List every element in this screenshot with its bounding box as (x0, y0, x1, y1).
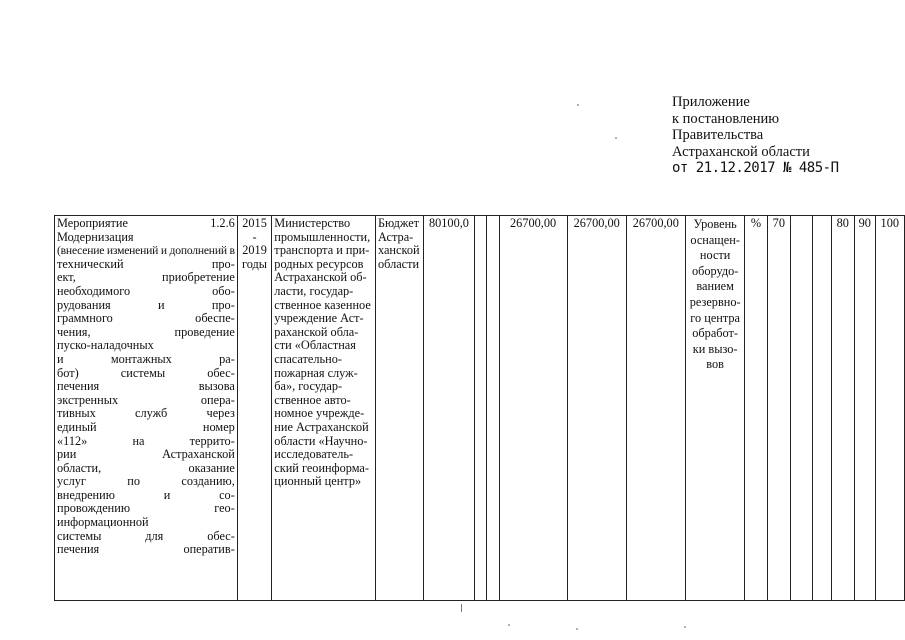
indicator-line: ванием (696, 279, 734, 294)
executor-line: области «Научно- (274, 433, 368, 448)
value-5-cell: 100 (875, 216, 904, 601)
appendix-line-2: к постановлению (672, 110, 780, 127)
measure-line: пуско-наладочных (57, 338, 154, 353)
appendix-line-3: Правительства (672, 127, 764, 143)
measure-line: рудования и про- (57, 297, 235, 312)
measure-line: граммного обеспе- (57, 311, 235, 326)
executor-line: раханской обла- (274, 324, 359, 339)
measure-line: печения вызова (57, 379, 235, 394)
measure-line: бот) системы обес- (57, 365, 235, 380)
appendix-header (672, 94, 839, 177)
indicator-line: оборудо- (691, 263, 739, 278)
total-cell: 80100,0 (423, 216, 474, 601)
year-2015-cell (475, 216, 487, 601)
executor-line: Министерство (274, 216, 351, 230)
period-line: 2019 (242, 243, 267, 258)
executor-line: ласти, государ- (274, 283, 354, 298)
indicator-line: ки вызо- (692, 341, 738, 356)
scan-speck (508, 624, 510, 626)
executor-line: ние Астраханской (274, 419, 369, 434)
source-line: Бюджет (377, 216, 420, 230)
scan-speck (461, 604, 462, 612)
measure-line: печения оператив- (57, 542, 235, 557)
base-value-cell: 70 (767, 216, 790, 601)
measure-line: и монтажных ра- (57, 351, 235, 366)
scan-speck (615, 137, 617, 139)
executor-line: транспорта и при- (274, 243, 370, 258)
funding-source-cell (375, 216, 423, 601)
measure-line: единый номер (57, 419, 235, 434)
indicator-line: вов (706, 357, 724, 372)
executor-line: ционный центр» (274, 474, 362, 489)
value-3-cell: 80 (831, 216, 854, 601)
indicator-line: ности (699, 248, 731, 263)
indicator-line: резервно- (689, 294, 741, 309)
scan-speck (577, 104, 579, 106)
measure-line: экстренных опера- (57, 392, 235, 407)
source-line: ханской (377, 243, 420, 258)
year-2017-cell: 26700,00 (499, 216, 567, 601)
indicator-line: оснащен- (690, 232, 740, 247)
period-line: 2015 - (242, 216, 267, 244)
value-4-cell: 90 (854, 216, 875, 601)
measure-line: области, оказание (57, 460, 235, 475)
scan-speck (576, 628, 578, 630)
scan-speck (684, 626, 686, 628)
appendix-line-1: Приложение (672, 94, 750, 110)
executor-cell (272, 216, 376, 601)
source-line: Астра- (377, 229, 414, 244)
measure-line: ект, приобретение (57, 270, 235, 285)
measure-line: чения, проведение (57, 324, 235, 339)
executor-line: Астраханской об- (274, 270, 367, 285)
year-2018-cell: 26700,00 (567, 216, 626, 601)
measure-line: внедрению и со- (57, 487, 235, 502)
period-line: годы (242, 256, 268, 271)
executor-line: номное учрежде- (274, 406, 365, 421)
executor-line: ственное казенное (274, 297, 371, 312)
measure-line: системы для обес- (57, 528, 235, 543)
measure-line: услуг по созданию, (57, 474, 235, 489)
measure-line: Мероприятие 1.2.6 (57, 216, 235, 230)
executor-line: ственное авто- (274, 392, 351, 407)
executor-line: исследователь- (274, 447, 354, 462)
executor-line: сти «Областная (274, 338, 356, 353)
source-line: области (377, 256, 420, 271)
year-2016-cell (487, 216, 499, 601)
indicator-line: обработ- (692, 326, 739, 341)
measure-cell (55, 216, 238, 601)
executor-line: пожарная служ- (274, 365, 358, 380)
executor-line: родных ресурсов (274, 256, 364, 271)
measure-line: рии Астраханской (57, 447, 235, 462)
measure-line: (внесение изменений и дополнений в (57, 244, 235, 258)
executor-line: спасательно- (274, 351, 342, 366)
measure-line: провождению гео- (57, 501, 235, 516)
measure-line: Модернизация (57, 229, 134, 244)
indicator-line: Уровень (693, 217, 737, 231)
indicator-cell (685, 216, 745, 601)
appendix-order-line: от 21.12.2017 № 485-П (672, 160, 839, 176)
value-2-cell (813, 216, 832, 601)
measure-line: информационной (57, 515, 149, 530)
program-table (54, 215, 905, 601)
table-row (55, 216, 905, 601)
measure-line: необходимого обо- (57, 283, 235, 298)
period-cell (237, 216, 272, 601)
indicator-line: го центра (690, 310, 740, 325)
executor-line: учреждение Аст- (274, 311, 364, 326)
value-1-cell (790, 216, 812, 601)
unit-cell: % (745, 216, 767, 601)
appendix-line-4: Астраханской области (672, 143, 810, 160)
measure-line: тивных служб через (57, 406, 235, 421)
executor-line: промышленности, (274, 229, 371, 244)
executor-line: ский геоинформа- (274, 460, 369, 475)
year-2019-cell: 26700,00 (626, 216, 685, 601)
measure-line: технический про- (57, 256, 235, 271)
measure-line: «112» на террито- (57, 433, 235, 448)
executor-line: ба», государ- (274, 379, 343, 394)
